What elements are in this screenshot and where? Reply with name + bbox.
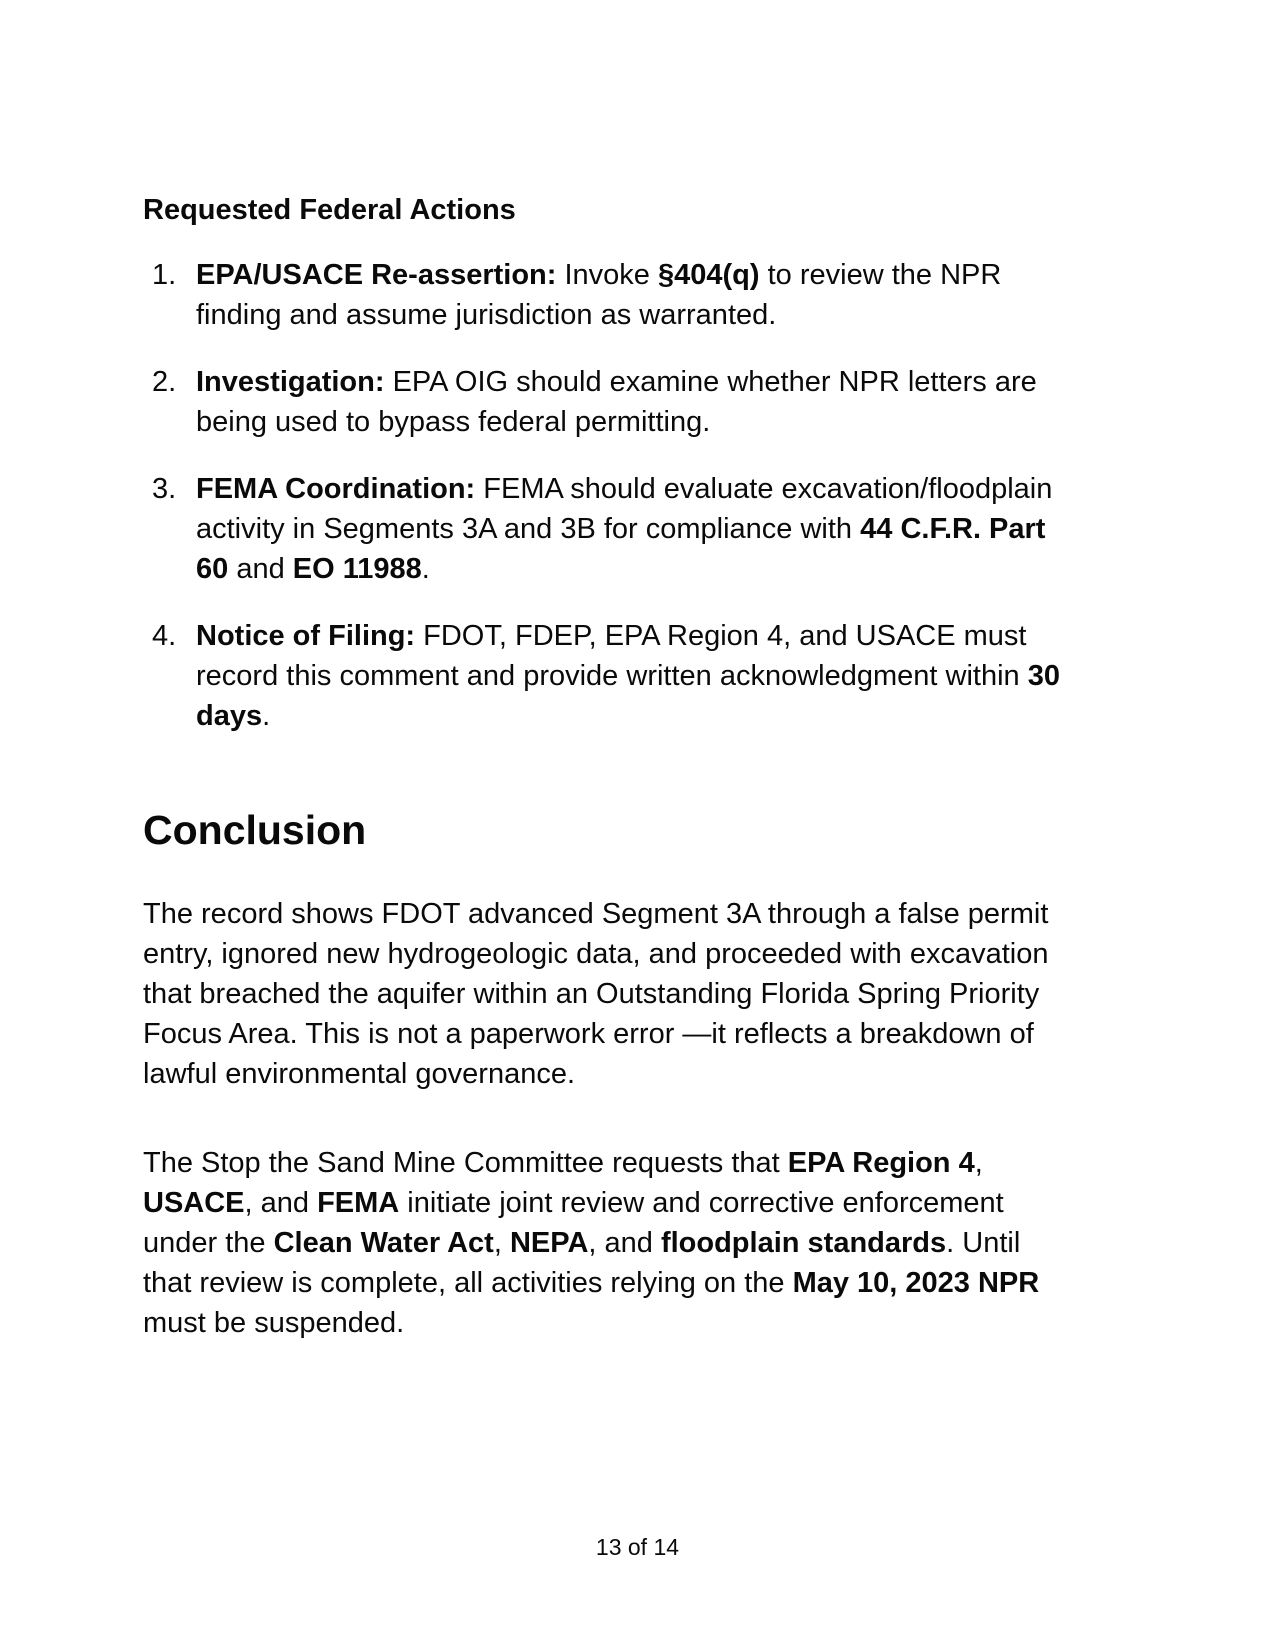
text-run: .: [262, 700, 271, 732]
conclusion-paragraph-1: [143, 894, 1073, 1094]
list-item-text: [196, 362, 1073, 442]
page-number: 13 of 14: [595, 1534, 680, 1560]
bold-text-run: FEMA: [317, 1187, 400, 1219]
bold-text-run: 44 C.F.R. Part 60: [196, 513, 1046, 585]
bold-text-run: USACE: [143, 1187, 245, 1219]
list-item-3: [143, 469, 1073, 589]
federal-actions-list: [143, 255, 1073, 736]
list-item-text: [196, 255, 1073, 335]
bold-text-run: EO 11988: [292, 553, 422, 585]
list-item-number: 3.: [152, 473, 177, 505]
text-run: Invoke: [556, 259, 658, 291]
list-item-number: 1.: [152, 259, 177, 291]
bold-text-run: May 10, 2023 NPR: [792, 1267, 1040, 1299]
document-page: [143, 190, 1073, 1392]
list-item-text: [196, 469, 1073, 589]
text-run: ,: [974, 1147, 983, 1179]
bold-text-run: Notice of Filing:: [196, 620, 416, 652]
text-run: . Until that review is complete, all activities relying on the: [143, 1227, 1021, 1299]
bold-text-run: 30 days: [196, 660, 1060, 732]
list-item-number: 4.: [152, 620, 177, 652]
bold-text-run: floodplain standards: [660, 1227, 947, 1259]
text-run: The Stop the Sand Mine Committee requests that: [143, 1147, 788, 1179]
bold-text-run: NEPA: [509, 1227, 589, 1259]
text-run: .: [421, 553, 430, 585]
list-item-2: [143, 362, 1073, 442]
bold-text-run: Clean Water Act: [273, 1227, 494, 1259]
conclusion-paragraph-2: [143, 1143, 1073, 1343]
bold-text-run: FEMA Coordination:: [196, 473, 476, 505]
text-run: , and: [588, 1227, 661, 1259]
text-run: EPA OIG should examine whether NPR letters are being used to bypass federal permitting.: [196, 366, 1037, 438]
bold-text-run: Investigation:: [196, 366, 385, 398]
text-run: ,: [493, 1227, 510, 1259]
text-run: must be suspended.: [143, 1307, 405, 1339]
text-run: FDOT, FDEP, EPA Region 4, and USACE must record this comment and provide written acknowledgment within: [196, 620, 1028, 692]
text-run: to review the NPR finding and assume jurisdiction as warranted.: [196, 259, 1002, 331]
text-run: FEMA should evaluate excavation/floodplain activity in Segments 3A and 3B for compliance with: [196, 473, 1053, 545]
text-run: and: [228, 553, 293, 585]
list-item-4: [143, 616, 1073, 736]
conclusion-heading: Conclusion: [143, 807, 367, 853]
bold-text-run: §404(q): [658, 259, 760, 291]
bold-text-run: EPA/USACE Re-assertion:: [196, 259, 557, 291]
list-item-1: [143, 255, 1073, 335]
list-item-number: 2.: [152, 366, 177, 398]
text-run: The record shows FDOT advanced Segment 3A through a false permit entry, ignored new hydrogeologic data, and proceeded with excavation that breached the aquifer within an Outstanding Florida Spring Priority Focus Area. This is not a paperwork error —it reflects a breakdown of lawful environmental governance.: [143, 898, 1049, 1090]
section-heading: Requested Federal Actions: [143, 194, 516, 226]
text-run: , and: [244, 1187, 318, 1219]
list-item-text: [196, 616, 1073, 736]
text-run: initiate joint review and corrective enforcement under the: [143, 1187, 1004, 1259]
bold-text-run: EPA Region 4: [787, 1147, 975, 1179]
